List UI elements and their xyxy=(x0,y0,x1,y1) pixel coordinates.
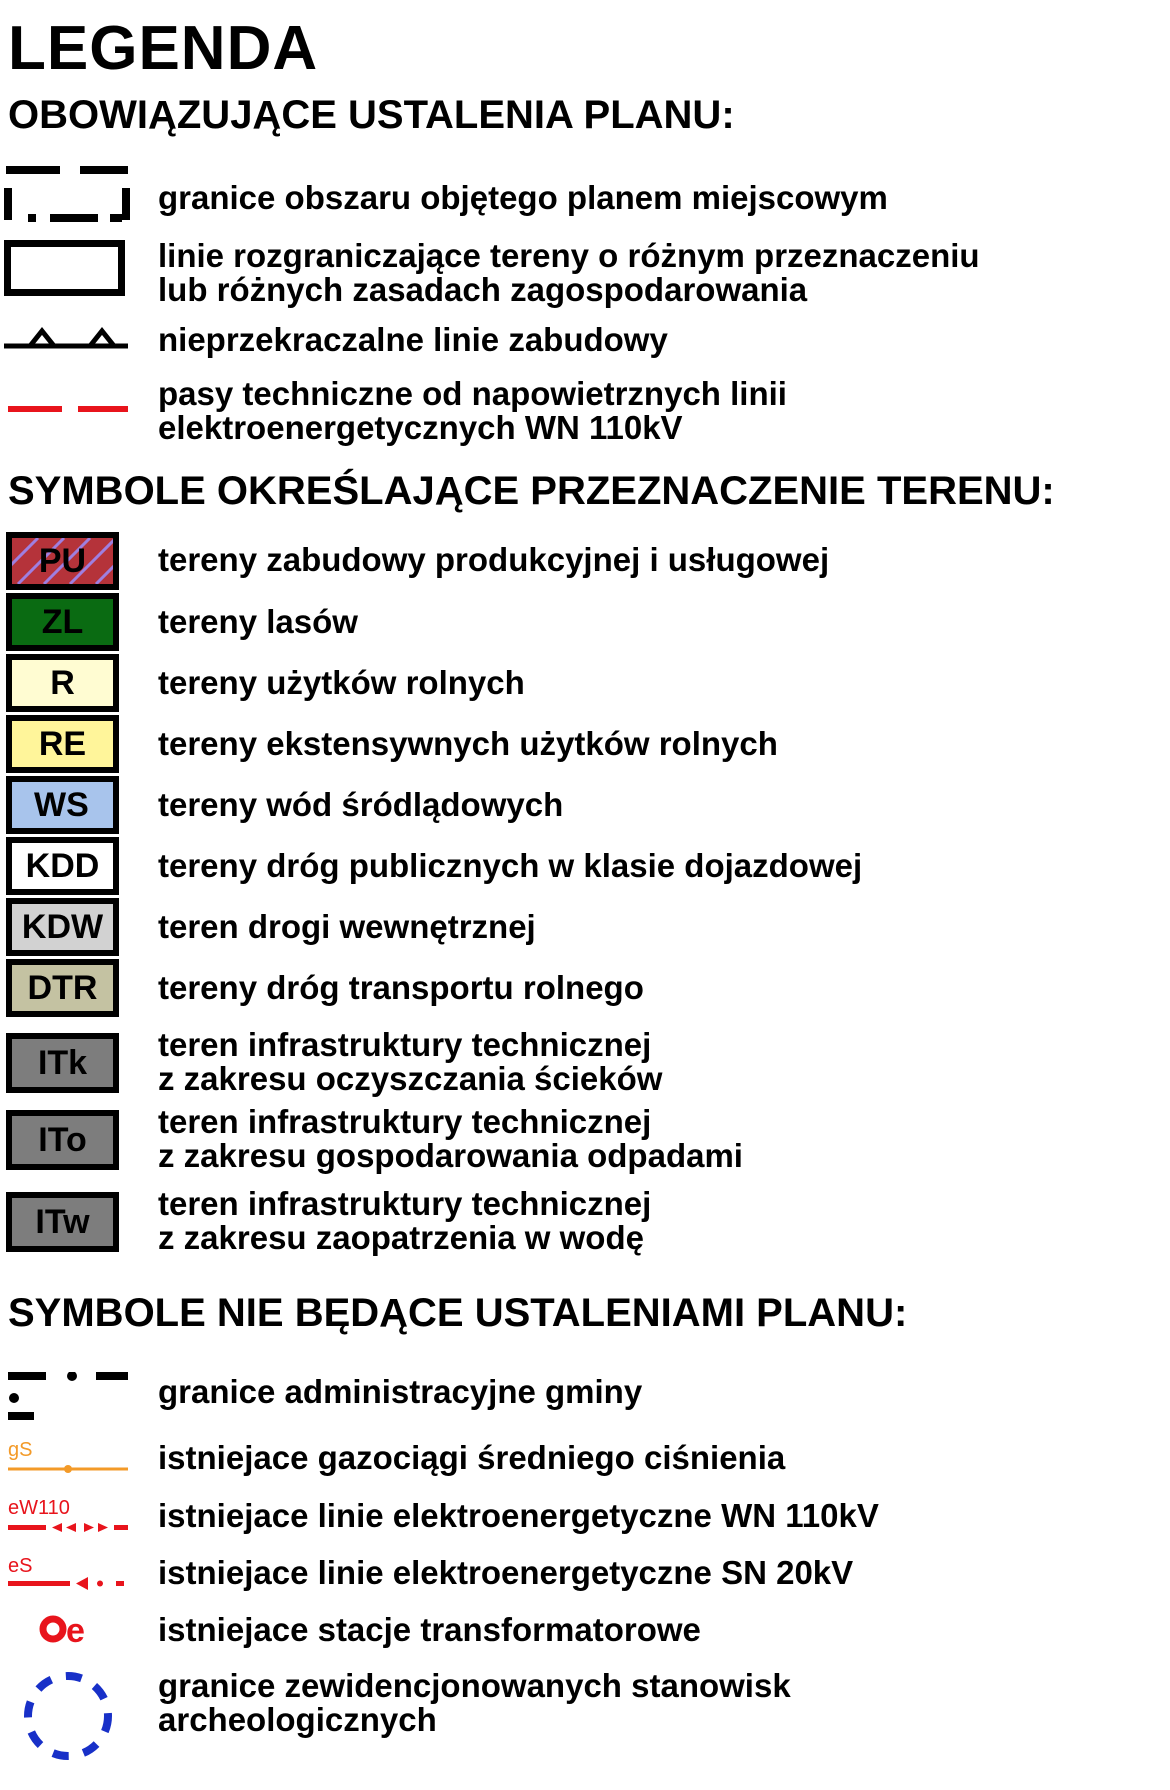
land-use-label-pu: tereny zabudowy produkcyjnej i usługowej xyxy=(158,541,830,578)
transformer-code: e xyxy=(66,1612,85,1650)
swatch-code-kdw: KDW xyxy=(21,908,104,946)
mv-line-symbol xyxy=(4,1552,130,1592)
swatch-code-zl: ZL xyxy=(41,603,84,641)
hv-line-symbol xyxy=(4,1494,130,1534)
land-use-label-ito-2: z zakresu gospodarowania odpadami xyxy=(158,1137,743,1174)
section-nonbinding-heading: SYMBOLE NIE BĘDĄCE USTALENIAMI PLANU: xyxy=(8,1291,908,1335)
building-lines-label: nieprzekraczalne linie zabudowy xyxy=(158,321,668,358)
land-use-label-itw-1: teren infrastruktury technicznej xyxy=(158,1185,652,1222)
technical-strip-symbol xyxy=(4,404,128,414)
swatch-dtr xyxy=(6,959,119,1017)
land-use-label-r: tereny użytków rolnych xyxy=(158,664,525,701)
land-use-label-kdd: tereny dróg publicznych w klasie dojazdowej xyxy=(158,847,863,884)
swatch-code-kdd: KDD xyxy=(25,847,100,885)
swatch-kdw xyxy=(6,898,119,956)
archaeological-label-2: archeologicznych xyxy=(158,1701,437,1738)
swatch-code-itk: ITk xyxy=(37,1044,88,1082)
swatch-zl xyxy=(6,593,119,651)
swatch-code-r: R xyxy=(50,664,75,702)
section-binding-heading: OBOWIĄZUJĄCE USTALENIA PLANU: xyxy=(8,93,735,137)
gas-pipeline-code: gS xyxy=(8,1439,33,1461)
mv-line-code: eS xyxy=(8,1555,33,1577)
swatch-code-pu: PU xyxy=(38,542,87,580)
swatch-kdd xyxy=(6,837,119,895)
swatch-code-ws: WS xyxy=(34,786,89,824)
archaeological-site-symbol xyxy=(20,1668,116,1764)
swatch-itw xyxy=(6,1192,119,1252)
land-use-label-kdw: teren drogi wewnętrznej xyxy=(158,908,536,945)
gas-pipeline-symbol xyxy=(4,1436,130,1476)
land-use-label-itk-2: z zakresu oczyszczania ścieków xyxy=(158,1060,663,1097)
land-use-label-itk-1: teren infrastruktury technicznej xyxy=(158,1026,652,1063)
plan-boundary-label: granice obszaru objętego planem miejscowym xyxy=(158,179,888,216)
legend-title: LEGENDA xyxy=(8,14,319,83)
land-use-label-itw-2: z zakresu zaopatrzenia w wodę xyxy=(158,1219,644,1256)
transformer-label: istniejace stacje transformatorowe xyxy=(158,1611,701,1648)
hv-lines-label: istniejace linie elektroenergetyczne WN 110kV xyxy=(158,1497,879,1534)
dividing-lines-symbol xyxy=(4,240,125,296)
plan-boundary-symbol xyxy=(4,164,130,224)
land-use-label-re: tereny ekstensywnych użytków rolnych xyxy=(158,725,778,762)
swatch-ws xyxy=(6,776,119,834)
building-line-symbol xyxy=(4,326,128,352)
swatch-itk xyxy=(6,1033,119,1093)
swatch-pu xyxy=(6,532,119,590)
swatch-r xyxy=(6,654,119,712)
archaeological-label-1: granice zewidencjonowanych stanowisk xyxy=(158,1667,791,1704)
admin-boundary-symbol xyxy=(4,1372,130,1422)
transformer-station-symbol xyxy=(38,1610,98,1650)
swatch-code-ito: ITo xyxy=(38,1121,87,1159)
admin-boundary-label: granice administracyjne gminy xyxy=(158,1373,643,1410)
dividing-lines-label-1: linie rozgraniczające tereny o różnym przeznaczeniu xyxy=(158,237,980,274)
hv-line-code: eW110 xyxy=(8,1497,70,1519)
swatch-re xyxy=(6,715,119,773)
swatch-code-re: RE xyxy=(38,725,87,763)
technical-strips-label-2: elektroenergetycznych WN 110kV xyxy=(158,409,683,446)
land-use-label-dtr: tereny dróg transportu rolnego xyxy=(158,969,644,1006)
swatch-code-dtr: DTR xyxy=(27,969,98,1007)
dividing-lines-label-2: lub różnych zasadach zagospodarowania xyxy=(158,271,808,308)
land-use-label-ito-1: teren infrastruktury technicznej xyxy=(158,1103,652,1140)
mv-lines-label: istniejace linie elektroenergetyczne SN 20kV xyxy=(158,1554,854,1591)
technical-strips-label-1: pasy techniczne od napowietrznych linii xyxy=(158,375,787,412)
land-use-label-zl: tereny lasów xyxy=(158,603,358,640)
swatch-code-itw: ITw xyxy=(35,1203,90,1241)
gas-pipeline-label: istniejace gazociągi średniego ciśnienia xyxy=(158,1439,786,1476)
land-use-label-ws: tereny wód śródlądowych xyxy=(158,786,564,823)
swatch-ito xyxy=(6,1110,119,1170)
section-symbols-heading: SYMBOLE OKREŚLAJĄCE PRZEZNACZENIE TERENU: xyxy=(8,469,1055,513)
